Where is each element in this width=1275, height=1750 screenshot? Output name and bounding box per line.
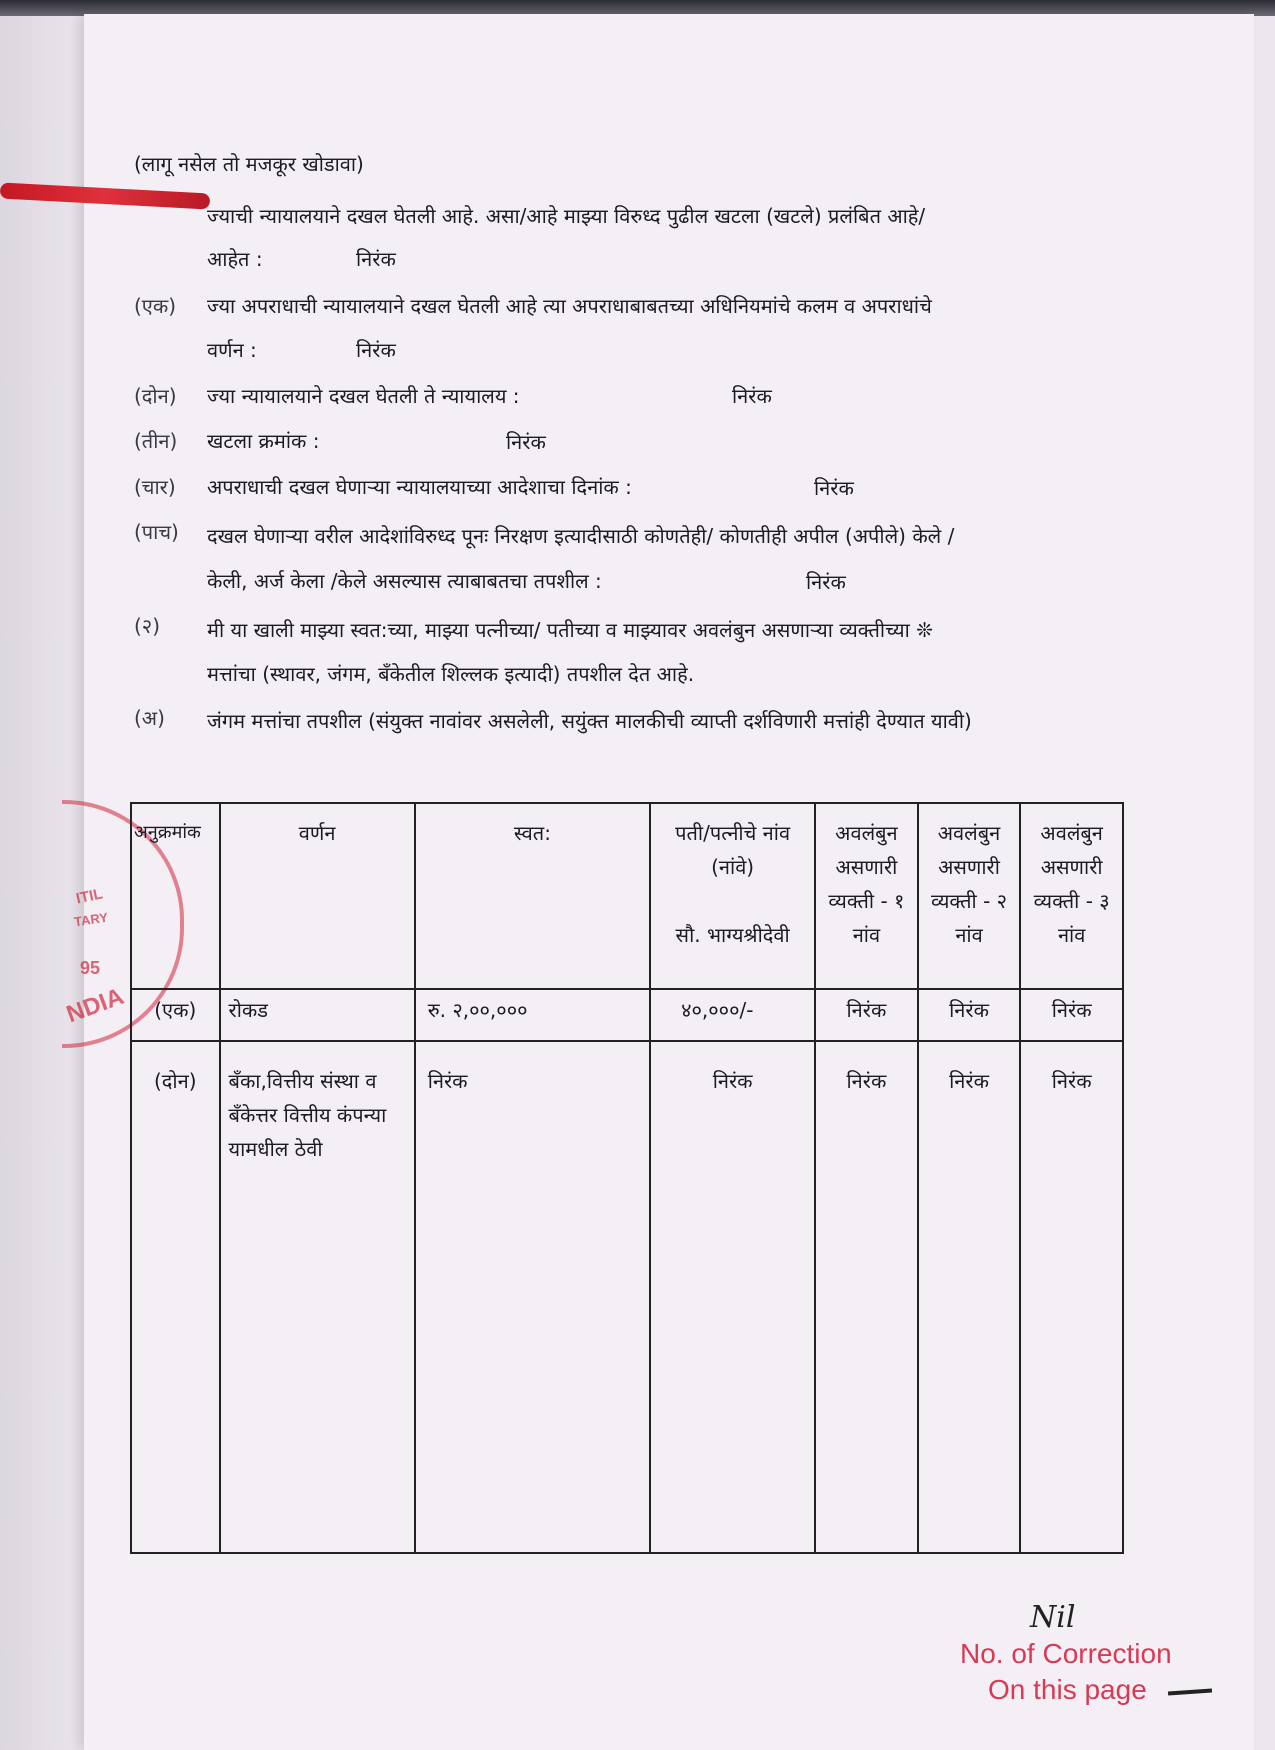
row1-dependent-2: निरंक bbox=[918, 989, 1021, 1041]
header-dep1-line1: अवलंबुन bbox=[835, 821, 898, 845]
handwritten-nil: Nil bbox=[1030, 1600, 1076, 1635]
header-spouse bbox=[650, 803, 815, 989]
header-dependent-1 bbox=[815, 803, 918, 989]
intro-note: (लागू नसेल तो मजकूर खोडावा) bbox=[134, 152, 364, 176]
item5-value: निरंक bbox=[806, 570, 846, 594]
row2-description: बँका,वित्तीय संस्था व बँकेत्तर वित्तीय कंपन्या यामधील ठेवी bbox=[220, 1041, 415, 1553]
item4-number: (चार) bbox=[134, 475, 176, 499]
row1-serial: (एक) bbox=[131, 989, 220, 1041]
item1-label: वर्णन : bbox=[207, 338, 257, 362]
row2-dependent-1: निरंक bbox=[815, 1041, 918, 1553]
row2-self: निरंक bbox=[415, 1041, 650, 1553]
header-dep3-line1: अवलंबुन bbox=[1040, 821, 1103, 845]
item1-text: ज्या अपराधाची न्यायालयाने दखल घेतली आहे त्या अपराधाबाबतच्या अधिनियमांचे कलम व अपराधांचे bbox=[207, 294, 932, 318]
section2-line2: मत्तांचा (स्थावर, जंगम, बँकेतील शिल्लक इत्यादी) तपशील देत आहे. bbox=[207, 662, 695, 686]
movable-assets-table bbox=[130, 802, 1124, 1554]
header-dep3-line4: नांव bbox=[1057, 923, 1086, 947]
item3-number: (तीन) bbox=[134, 429, 178, 453]
header-dep3-line3: व्यक्ती - ३ bbox=[1033, 889, 1110, 913]
row1-dependent-1: निरंक bbox=[815, 989, 918, 1041]
item4-text: अपराधाची दखल घेणाऱ्या न्यायालयाच्या आदेशाचा दिनांक : bbox=[207, 475, 632, 499]
header-spouse-line2: (नांवे) bbox=[711, 855, 755, 879]
table-row bbox=[131, 1041, 1123, 1553]
header-dep2-line4: नांव bbox=[955, 923, 983, 947]
item2-number: (दोन) bbox=[134, 384, 177, 408]
row2-dependent-2: निरंक bbox=[918, 1041, 1021, 1553]
stamp-text-3: 95 bbox=[80, 958, 101, 978]
header-spouse-name: सौ. भाग्यश्रीदेवी bbox=[675, 923, 790, 947]
stamp-text-2: TARY bbox=[73, 909, 109, 930]
row1-description: रोकड bbox=[220, 989, 415, 1041]
table-row bbox=[131, 989, 1123, 1041]
section1-value: निरंक bbox=[356, 247, 396, 271]
item2-value: निरंक bbox=[732, 384, 772, 408]
item2-text: ज्या न्यायालयाने दखल घेतली ते न्यायालय : bbox=[207, 384, 520, 408]
table-header-row bbox=[131, 803, 1123, 989]
correction-line2: On this page bbox=[988, 1674, 1147, 1705]
header-dep2-line2: असणारी bbox=[938, 855, 1000, 879]
item5-label: केली, अर्ज केला /केले असल्यास त्याबाबतचा तपशील : bbox=[207, 569, 602, 593]
section-a-text: जंगम मत्तांचा तपशील (संयुक्त नावांवर असलेली, सयुंक्त मालकीची व्याप्ती दर्शविणारी मत्तांही देण्यात यावी) bbox=[207, 709, 972, 733]
header-dependent-2 bbox=[918, 803, 1021, 989]
header-serial: अनुक्रमांक bbox=[131, 803, 220, 989]
row2-serial: (दोन) bbox=[131, 1041, 220, 1553]
section2-number: (२) bbox=[134, 614, 161, 638]
item3-text: खटला क्रमांक : bbox=[207, 429, 320, 453]
correction-line1: No. of Correction bbox=[960, 1638, 1172, 1669]
section1-line1: ज्याची न्यायालयाने दखल घेतली आहे. असा/आहे माझ्या विरुध्द पुढील खटला (खटले) प्रलंबित आहे/ bbox=[207, 204, 926, 228]
header-self: स्वत: bbox=[415, 803, 650, 989]
item5-number: (पाच) bbox=[134, 520, 179, 544]
header-dep1-line4: नांव bbox=[852, 923, 881, 947]
section1-label: आहेत : bbox=[207, 247, 263, 271]
item1-value: निरंक bbox=[356, 338, 396, 362]
header-spouse-line1: पती/पत्नीचे नांव bbox=[675, 821, 791, 845]
row2-dependent-3: निरंक bbox=[1020, 1041, 1123, 1553]
row1-self: रु. २,००,००० bbox=[415, 989, 650, 1041]
item1-number: (एक) bbox=[134, 294, 177, 318]
row1-dependent-3: निरंक bbox=[1020, 989, 1123, 1041]
row2-spouse: निरंक bbox=[650, 1041, 815, 1553]
header-description: वर्णन bbox=[220, 803, 415, 989]
stamp-text-1: ITIL bbox=[74, 885, 105, 908]
section2-line1: मी या खाली माझ्या स्वत:च्या, माझ्या पत्नीच्या/ पतीच्या व माझ्यावर अवलंबुन असणाऱ्या व्यक्तीच्या ❊ bbox=[207, 618, 933, 642]
section-a-number: (अ) bbox=[134, 706, 165, 730]
stamp-text-4: NDIA bbox=[62, 982, 128, 1029]
header-dep2-line1: अवलंबुन bbox=[937, 821, 1001, 845]
header-dep1-line3: व्यक्ती - १ bbox=[828, 889, 905, 913]
item5-text: दखल घेणाऱ्या वरील आदेशांविरुध्द पूनः निरक्षण इत्यादीसाठी कोणतेही/ कोणतीही अपील (अपीले) केले / bbox=[207, 524, 955, 548]
header-dependent-3 bbox=[1020, 803, 1123, 989]
header-dep3-line2: असणारी bbox=[1040, 855, 1103, 879]
header-dep1-line2: असणारी bbox=[835, 855, 898, 879]
header-dep2-line3: व्यक्ती - २ bbox=[930, 889, 1008, 913]
row1-spouse: ४०,०००/- bbox=[650, 989, 815, 1041]
item4-value: निरंक bbox=[814, 476, 854, 500]
correction-stamp bbox=[960, 1636, 1172, 1708]
item3-value: निरंक bbox=[506, 430, 546, 454]
